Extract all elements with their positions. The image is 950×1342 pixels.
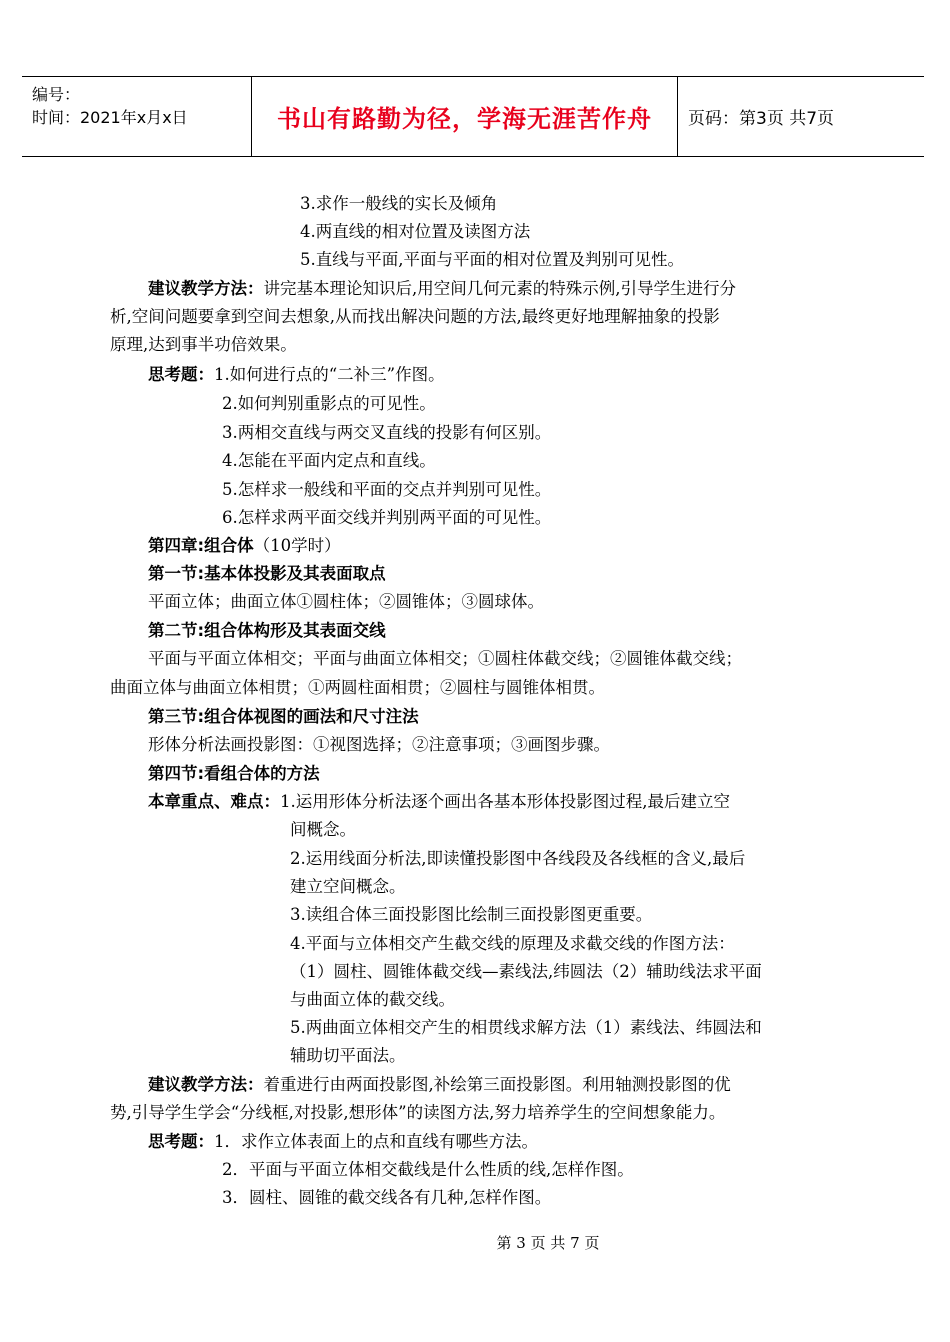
text-line: 建立空间概念。 xyxy=(290,877,406,896)
question-line: 2.如何判别重影点的可见性。 xyxy=(222,394,436,413)
method-text: 讲完基本理论知识后,用空间几何元素的特殊示例,引导学生进行分 xyxy=(263,279,736,298)
document-number-label: 编号： xyxy=(32,85,81,104)
question-line: 2．平面与平面立体相交截线是什么性质的线,怎样作图。 xyxy=(222,1160,634,1179)
section-heading: 第四节:看组合体的方法 xyxy=(148,764,320,783)
text-line: 5.两曲面立体相交产生的相贯线求解方法（1）素线法、纬圆法和 xyxy=(290,1018,762,1037)
chapter-hours: （10学时） xyxy=(253,536,341,555)
text-line: 4.两直线的相对位置及读图方法 xyxy=(300,222,531,241)
question-text: 1.如何进行点的“二补三”作图。 xyxy=(214,365,445,384)
text-line: 辅助切平面法。 xyxy=(290,1046,406,1065)
text-line: 平面与平面立体相交；平面与曲面立体相交；①圆柱体截交线；②圆锥体截交线； xyxy=(148,649,742,668)
question-line: 4.怎能在平面内定点和直线。 xyxy=(222,451,436,470)
page-footer xyxy=(0,1232,950,1253)
question-label: 思考题： xyxy=(148,365,214,384)
text-line: 形体分析法画投影图：①视图选择；②注意事项；③画图步骤。 xyxy=(148,735,610,754)
text-line: 与曲面立体的截交线。 xyxy=(290,990,455,1009)
method-label: 建议教学方法： xyxy=(148,1075,264,1094)
question-line xyxy=(148,1131,538,1153)
text-line: 3.读组合体三面投影图比绘制三面投影图更重要。 xyxy=(290,905,653,924)
question-line: 5.怎样求一般线和平面的交点并判别可见性。 xyxy=(222,480,552,499)
text-line: 原理,达到事半功倍效果。 xyxy=(110,335,297,354)
section-heading: 第一节:基本体投影及其表面取点 xyxy=(148,564,386,583)
question-line xyxy=(148,364,445,386)
method-text: 着重进行由两面投影图,补绘第三面投影图。利用轴测投影图的优 xyxy=(263,1075,731,1094)
text-line: 析,空间问题要拿到空间去想象,从而找出解决问题的方法,最终更好地理解抽象的投影 xyxy=(110,307,720,326)
chapter-title: 第四章:组合体 xyxy=(148,536,254,555)
key-points-text: 1.运用形体分析法逐个画出各基本形体投影图过程,最后建立空 xyxy=(280,792,730,811)
motto-text: 书山有路勤为径，学海无涯苦作舟 xyxy=(277,105,652,133)
key-points-line xyxy=(148,791,730,813)
text-line: 曲面立体与曲面立体相贯；①两圆柱面相贯；②圆柱与圆锥体相贯。 xyxy=(110,678,605,697)
section-heading: 第二节:组合体构形及其表面交线 xyxy=(148,621,386,640)
header-page-cell xyxy=(678,77,924,156)
question-text: 1．求作立体表面上的点和直线有哪些方法。 xyxy=(214,1132,538,1151)
text-line: （1）圆柱、圆锥体截交线—素线法,纬圆法（2）辅助线法求平面 xyxy=(290,962,762,981)
header-meta-cell xyxy=(22,77,252,156)
method-label: 建议教学方法： xyxy=(148,279,264,298)
question-label: 思考题： xyxy=(148,1132,214,1151)
question-line: 6.怎样求两平面交线并判别两平面的可见性。 xyxy=(222,508,552,527)
text-line: 平面立体；曲面立体①圆柱体；②圆锥体；③圆球体。 xyxy=(148,592,544,611)
text-line: 间概念。 xyxy=(290,820,356,839)
text-line: 2.运用线面分析法,即读懂投影图中各线段及各线框的含义,最后 xyxy=(290,849,746,868)
text-line: 5.直线与平面,平面与平面的相对位置及判别可见性。 xyxy=(300,250,684,269)
chapter-heading xyxy=(148,535,341,557)
text-line: 3.求作一般线的实长及倾角 xyxy=(300,194,498,213)
document-header xyxy=(22,76,924,157)
method-paragraph xyxy=(148,278,736,300)
document-time: 时间：2021年x月x日 xyxy=(32,108,188,127)
footer-page-number: 第 3 页 共 7 页 xyxy=(496,1234,600,1252)
section-heading: 第三节:组合体视图的画法和尺寸注法 xyxy=(148,707,419,726)
header-motto-cell xyxy=(252,77,678,156)
question-line: 3．圆柱、圆锥的截交线各有几种,怎样作图。 xyxy=(222,1188,552,1207)
question-line: 3.两相交直线与两交叉直线的投影有何区别。 xyxy=(222,423,552,442)
text-line: 势,引导学生学会“分线框,对投影,想形体”的读图方法,努力培养学生的空间想象能力。 xyxy=(110,1103,726,1122)
method-paragraph xyxy=(148,1074,731,1096)
page-info: 页码：第3页 共7页 xyxy=(688,109,835,129)
text-line: 4.平面与立体相交产生截交线的原理及求截交线的作图方法： xyxy=(290,934,735,953)
key-points-label: 本章重点、难点： xyxy=(148,792,280,811)
